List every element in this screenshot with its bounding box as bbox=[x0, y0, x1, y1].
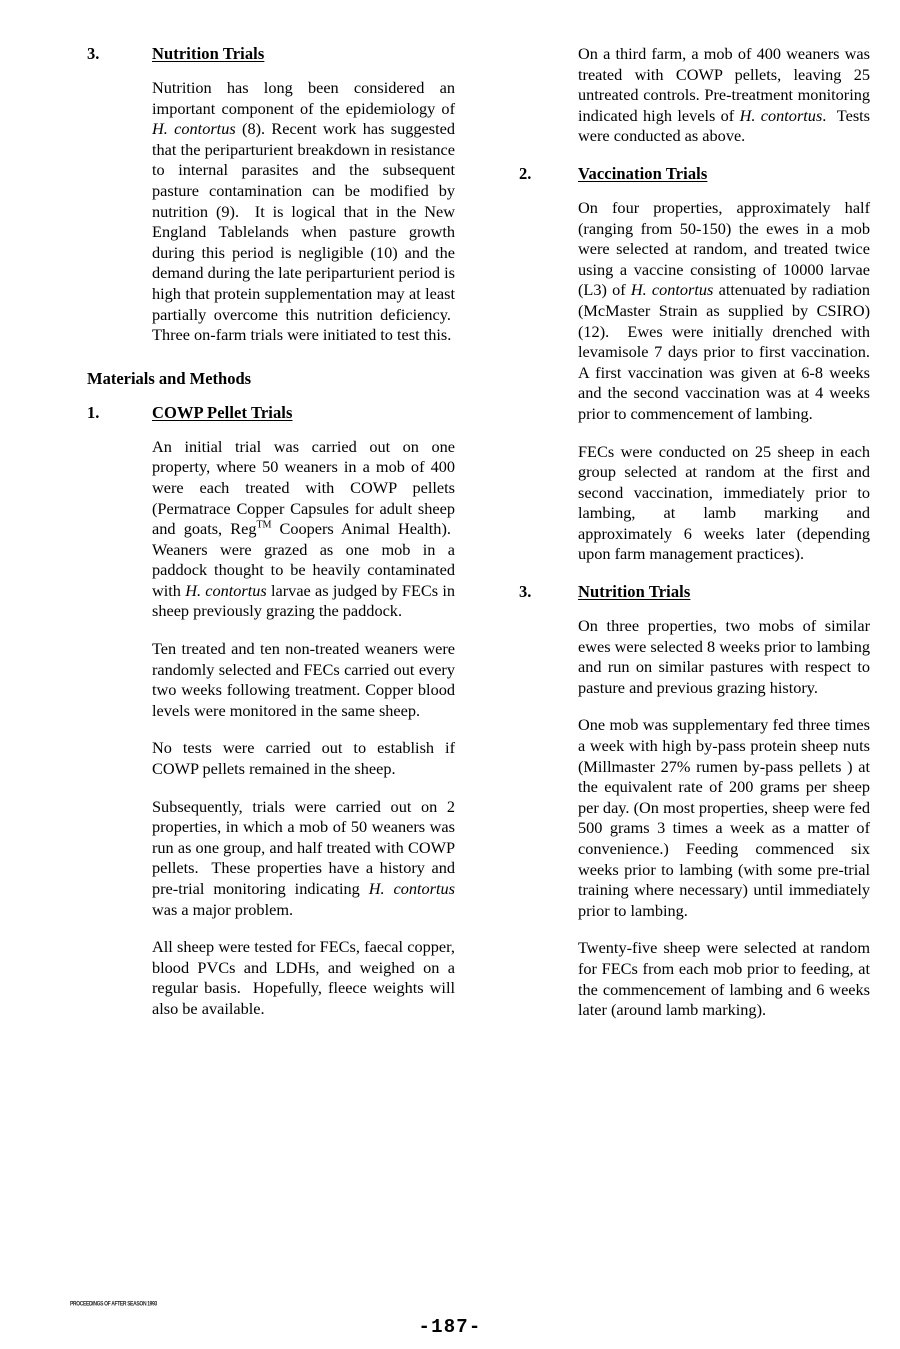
species-name: H. contortus bbox=[630, 280, 714, 300]
species-name: H. contortus bbox=[739, 105, 823, 125]
section-title: Nutrition Trials bbox=[152, 44, 265, 63]
trademark-symbol: TM bbox=[256, 519, 272, 531]
paragraph-cowp-all-sheep-tested: All sheep were tested for FECs, faecal copper, blood PVCs and LDHs, and weighed on a regular basis. Hopefully, fleece weights will also be available. bbox=[152, 937, 455, 1018]
section-heading-nutrition-trials bbox=[87, 44, 455, 64]
page-number: -187- bbox=[418, 1316, 482, 1338]
paragraph-nutrition-supplementary-feeding: One mob was supplementary fed three times a week with high by-pass protein sheep nuts (Millmaster 27% rumen by-pass pellets ) at the equivalent rate of 200 grams per sheep per day. (On most properties, sheep were fed 500 grams 3 times a week as a matter of convenience.) Feeding commenced six weeks prior to lambing (with some pre-trial training where necessary) until immediately prior to lambing. bbox=[578, 715, 870, 920]
section-number: 3. bbox=[87, 44, 100, 63]
species-name: H. contortus bbox=[185, 580, 267, 600]
left-column bbox=[87, 44, 455, 1037]
section-title: Vaccination Trials bbox=[578, 163, 708, 183]
section-number: 2. bbox=[519, 163, 532, 183]
section-heading-cowp-pellet-trials bbox=[87, 403, 455, 423]
paragraph-cowp-no-tests: No tests were carried out to establish if COWP pellets remained in the sheep. bbox=[152, 738, 455, 779]
section-title: Nutrition Trials bbox=[578, 582, 691, 602]
footer-artifact-text: PROCEEDINGS OF AFTER SEASON 1993 bbox=[70, 1300, 157, 1309]
paragraph-third-farm: On a third farm, a mob of 400 weaners was treated with COWP pellets, leaving 25 untreated controls. Pre-treatment monitoring indicated high levels of H. contortus. Tests were conducted as above. bbox=[578, 44, 871, 146]
species-name: H. contortus bbox=[368, 879, 456, 898]
paragraph-cowp-initial-trial: An initial trial was carried out on one property, where 50 weaners in a mob of 400 were each treated with COWP pellets (Permatrace Copper Capsules for adult sheep and goats, Reg™ Coopers Animal Health). Weaners were grazed as one mob in a paddock thought to be heavily contaminated with H. contortus larvae as judged by FECs in sheep previously grazing the paddock. bbox=[152, 436, 456, 621]
section-number: 3. bbox=[519, 582, 532, 602]
species-name: H. contortus bbox=[152, 119, 236, 139]
paragraph-nutrition-twenty-five-sheep: Twenty-five sheep were selected at random for FECs from each mob prior to feeding, at the commencement of lambing and 6 weeks later (around lamb marking). bbox=[578, 938, 870, 1020]
section-number: 1. bbox=[87, 402, 100, 422]
right-column bbox=[519, 44, 870, 1038]
section-heading-vaccination-trials bbox=[519, 164, 870, 184]
section-title: COWP Pellet Trials bbox=[152, 402, 293, 422]
section-heading-nutrition-trials-right bbox=[519, 582, 870, 602]
paragraph-nutrition-intro: Nutrition has long been considered an important component of the epidemiology of H. contortus (8). Recent work has suggested that the periparturient breakdown in resistance to internal parasites and the subsequent pasture contamination can be modified by nutrition (9). It is logical that in the New England Tablelands when pasture growth during this period is negligible (10) and the demand during the late periparturient period is high that protein supplementation may at least partially overcome this nutrition deficiency. Three on-farm trials were initiated to test this. bbox=[152, 78, 456, 345]
paragraph-nutrition-three-properties: On three properties, two mobs of similar ewes were selected 8 weeks prior to lambing and run on similar pastures with respect to pasture and previous grazing history. bbox=[578, 616, 870, 697]
paragraph-cowp-subsequent-trials: Subsequently, trials were carried out on 2 properties, in which a mob of 50 weaners was run as one group, and half treated with COWP pellets. These properties have a history and pre-trial monitoring indicating H. contortus was a major problem. bbox=[152, 796, 456, 919]
materials-and-methods-heading: Materials and Methods bbox=[87, 368, 252, 388]
paragraph-vaccination-protocol: On four properties, approximately half (ranging from 50-150) the ewes in a mob were selected at random, and treated twice using a vaccine consisting of 10000 larvae (L3) of H. contortus attenuated by radiation (McMaster Strain as supplied by CSIRO) (12). Ewes were initially drenched with levamisole 7 days prior to first vaccination. A first vaccination was given at 6-8 weeks and the second vaccination was at 4 weeks prior to commencement of lambing. bbox=[578, 197, 871, 423]
paragraph-cowp-ten-treated: Ten treated and ten non-treated weaners were randomly selected and FECs carried out every two weeks following treatment. Copper blood levels were monitored in the same sheep. bbox=[152, 639, 455, 720]
paragraph-vaccination-fecs: FECs were conducted on 25 sheep in each group selected at random at the first and second vaccination, immediately prior to lambing, at lamb marking and approximately 6 weeks later (depending upon farm management practices). bbox=[578, 441, 870, 564]
